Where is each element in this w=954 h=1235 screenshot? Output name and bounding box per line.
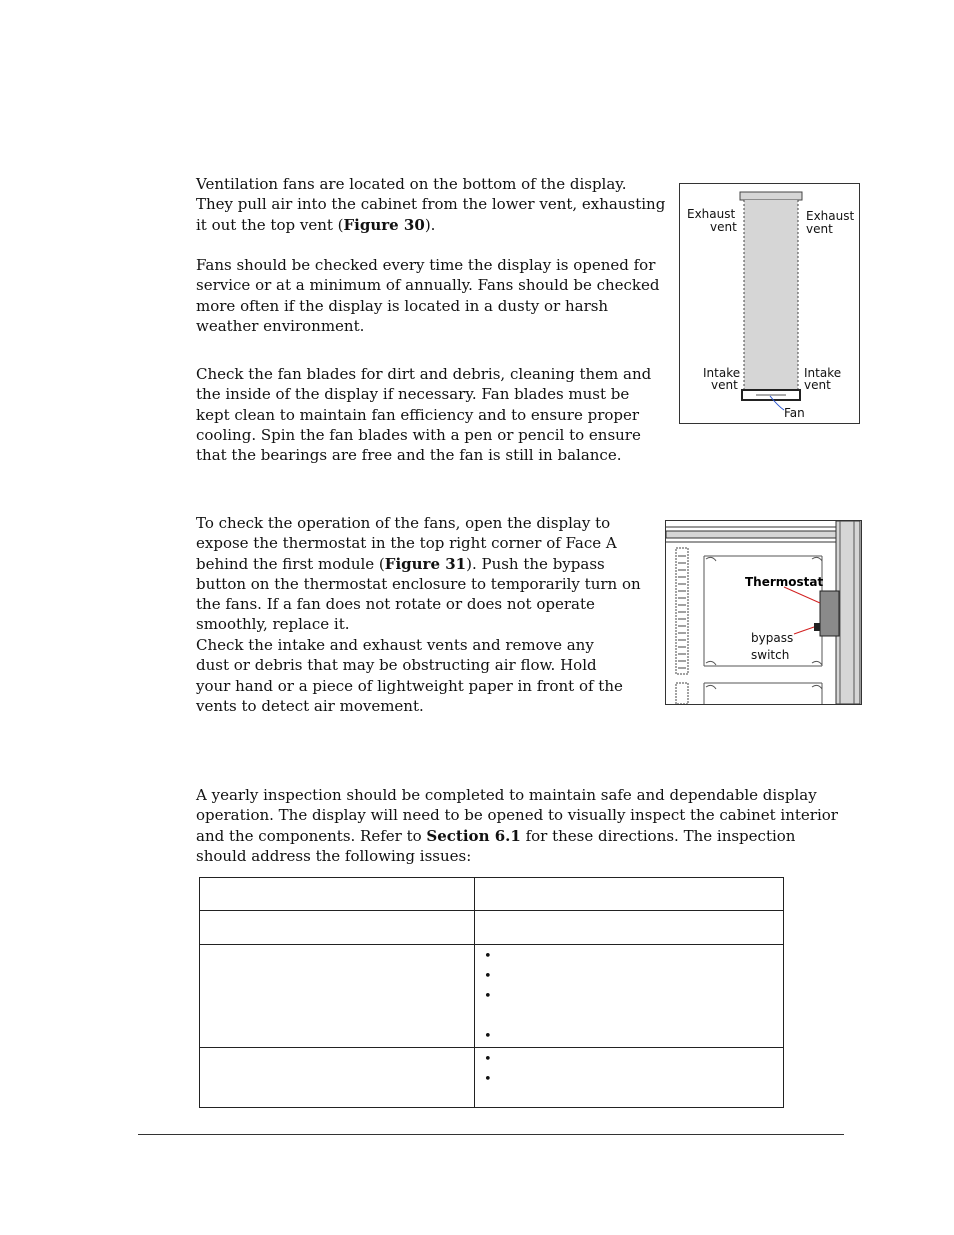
yearly-inspection-paragraph [196,785,846,866]
lower-module-corner-l [706,685,716,689]
table-cell [475,1048,784,1108]
table-cell [475,945,784,1048]
section-6-1-reference[interactable]: Section 6.1 [426,826,521,845]
thermostat-callout-line [784,587,820,603]
intake-right-label-1: Intake [804,366,842,380]
list-item [485,967,783,987]
table-row [200,1048,784,1108]
module-corner-br [812,661,822,665]
thermostat-diagram-svg [666,521,861,704]
fan-label: Fan [784,406,805,420]
module-corner-tr [812,557,822,561]
yearly-inspection-text-end: for these directions. The inspection should address the following issues: [196,826,796,865]
table-cell [200,911,475,945]
module-corner-tl [706,557,716,561]
intake-right-label-2: vent [804,378,831,392]
thermostat-label: Thermostat [745,575,824,589]
cabinet-body [744,200,798,390]
figure-31-reference[interactable]: Figure 31 [384,554,467,573]
inspection-table [199,877,784,1108]
connector-strip [676,548,688,674]
thermostat-box [820,591,839,636]
fan-operation-text: To check the operation of the fans, open the display to expose the thermostat in the top right corner of Face A behind the first module ( [196,514,617,573]
fans-intro-text: Ventilation fans are located on the bottom of the display. They pull air into the cabinet from the lower vent, exhausting it out the top vent ( [196,175,666,234]
list-item [485,987,783,1027]
vents-paragraph: Check the intake and exhaust vents and remove any dust or debris that may be obstructing air flow. Hold your hand or a piece of lightweight paper in front of the vents to detect air movement. [196,636,623,715]
fans-intro-paragraph [196,174,666,235]
intake-left-label-2: vent [711,378,738,392]
ventilation-diagram-svg [680,184,859,423]
table-cell [475,911,784,945]
module-corner-bl [706,661,716,665]
lower-module-corner-r [812,685,822,689]
footer-rule [138,1134,844,1135]
exhaust-left-label-2: vent [710,220,737,234]
exhaust-vent-cap [740,192,802,200]
intake-left-label-1: Intake [703,366,741,380]
list-item [485,1070,783,1090]
lower-module-outline [704,683,822,704]
table-header-row [200,878,784,911]
fan-blades-paragraph: Check the fan blades for dirt and debris, cleaning them and the inside of the display if necessary. Fan blades must be kept clean to maintain fan efficiency and to ensure proper cooling. Spin the fan blades with a pen or pencil to ensure that the bearings are free and the fan is still in balance. [196,365,652,465]
fans-check-frequency-paragraph: Fans should be checked every time the display is opened for service or at a minimum of annually. Fans should be checked more often if the display is located in a dusty or harsh weather environment. [196,256,660,335]
exhaust-left-label-1: Exhaust [687,207,736,221]
fans-intro-text-end: ). [424,215,436,234]
yearly-inspection-text: A yearly inspection should be completed to maintain safe and dependable display operation. The display will need to be opened to visually inspect the cabinet interior and the components. Refer to [196,786,838,845]
table-row [200,911,784,945]
fan-operation-paragraph [196,513,654,635]
table-row [200,945,784,1048]
figure-30-reference[interactable]: Figure 30 [343,215,425,234]
list-item [485,947,783,967]
exhaust-right-label-2: vent [806,222,833,236]
bullet-list [475,945,783,1047]
table-cell [200,945,475,1048]
list-item [485,1027,783,1047]
bypass-label-1: bypass [751,631,794,645]
fan-operation-text-end: ). Push the bypass button on the thermostat enclosure to temporarily turn on the fans. If a fan does not rotate or does not operate smoothly, replace it. [196,554,641,634]
connector-strip-lower [676,683,688,704]
table-header-cell-2 [475,878,784,911]
frame-top-edge [666,521,861,527]
bullet-list [475,1048,783,1090]
table-header-cell-1 [200,878,475,911]
list-item [485,1050,783,1070]
table-cell [200,1048,475,1108]
frame-top-bar [666,531,836,538]
exhaust-right-label-1: Exhaust [806,209,855,223]
bypass-callout-line [794,627,814,634]
bypass-switch [814,623,820,631]
figure-30-ventilation-diagram [679,183,860,424]
bypass-label-2: switch [751,648,790,662]
figure-31-thermostat-diagram [665,520,862,705]
